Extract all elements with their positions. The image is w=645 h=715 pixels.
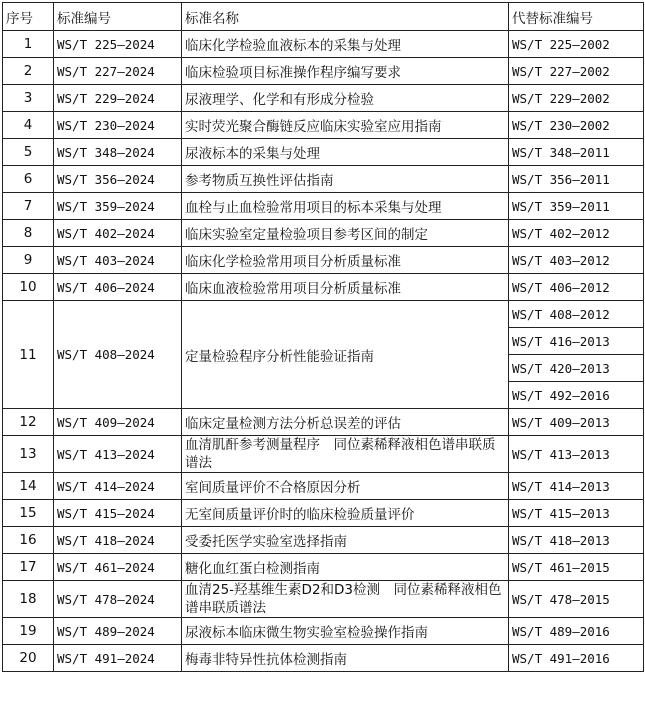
row-index: 3 xyxy=(3,85,54,112)
table-row xyxy=(3,554,644,581)
standard-name: 血清25-羟基维生素D2和D3检测 同位素稀释液相色谱串联质谱法 xyxy=(182,581,509,618)
table-row xyxy=(3,581,644,618)
replaced-code: WS/T 225—2002 xyxy=(509,31,644,58)
table-row xyxy=(3,500,644,527)
replaced-code: WS/T 402—2012 xyxy=(509,220,644,247)
replaced-code: WS/T 491—2016 xyxy=(509,645,644,672)
replaced-code: WS/T 348—2011 xyxy=(509,139,644,166)
standard-name: 临床化学检验常用项目分析质量标准 xyxy=(182,247,509,274)
table-row xyxy=(3,436,644,473)
standard-name: 临床化学检验血液标本的采集与处理 xyxy=(182,31,509,58)
standard-code: WS/T 478—2024 xyxy=(54,581,182,618)
table-row xyxy=(3,301,644,328)
row-index: 17 xyxy=(3,554,54,581)
replaced-code: WS/T 406—2012 xyxy=(509,274,644,301)
table-row xyxy=(3,527,644,554)
replaced-code: WS/T 356—2011 xyxy=(509,166,644,193)
standard-name: 尿液标本的采集与处理 xyxy=(182,139,509,166)
standard-code: WS/T 402—2024 xyxy=(54,220,182,247)
table-row xyxy=(3,247,644,274)
table-row xyxy=(3,274,644,301)
replaced-code: WS/T 408—2012 xyxy=(509,301,644,328)
standard-code: WS/T 491—2024 xyxy=(54,645,182,672)
standard-name: 糖化血红蛋白检测指南 xyxy=(182,554,509,581)
replaced-code: WS/T 420—2013 xyxy=(509,355,644,382)
row-index: 8 xyxy=(3,220,54,247)
table-row xyxy=(3,85,644,112)
row-index: 13 xyxy=(3,436,54,473)
standard-name: 血清肌酐参考测量程序 同位素稀释液相色谱串联质谱法 xyxy=(182,436,509,473)
replaced-code: WS/T 461—2015 xyxy=(509,554,644,581)
standard-code: WS/T 356—2024 xyxy=(54,166,182,193)
standards-table xyxy=(2,2,644,672)
standard-name: 临床实验室定量检验项目参考区间的制定 xyxy=(182,220,509,247)
replaced-code: WS/T 416—2013 xyxy=(509,328,644,355)
standard-name: 室间质量评价不合格原因分析 xyxy=(182,473,509,500)
header-row xyxy=(3,3,644,31)
table-body xyxy=(3,31,644,672)
standard-code: WS/T 489—2024 xyxy=(54,618,182,645)
row-index: 2 xyxy=(3,58,54,85)
row-index: 5 xyxy=(3,139,54,166)
standard-code: WS/T 227—2024 xyxy=(54,58,182,85)
replaced-code: WS/T 413—2013 xyxy=(509,436,644,473)
table-row xyxy=(3,193,644,220)
standard-name: 尿液理学、化学和有形成分检验 xyxy=(182,85,509,112)
standard-code: WS/T 348—2024 xyxy=(54,139,182,166)
row-index: 1 xyxy=(3,31,54,58)
replaced-code: WS/T 414—2013 xyxy=(509,473,644,500)
replaced-code: WS/T 227—2002 xyxy=(509,58,644,85)
standard-code: WS/T 406—2024 xyxy=(54,274,182,301)
standard-name: 实时荧光聚合酶链反应临床实验室应用指南 xyxy=(182,112,509,139)
row-index: 4 xyxy=(3,112,54,139)
standard-code: WS/T 403—2024 xyxy=(54,247,182,274)
replaced-code: WS/T 415—2013 xyxy=(509,500,644,527)
standard-code: WS/T 225—2024 xyxy=(54,31,182,58)
row-index: 16 xyxy=(3,527,54,554)
replaced-code: WS/T 359—2011 xyxy=(509,193,644,220)
standard-name: 临床检验项目标准操作程序编写要求 xyxy=(182,58,509,85)
standard-code: WS/T 418—2024 xyxy=(54,527,182,554)
table-row xyxy=(3,220,644,247)
standard-code: WS/T 408—2024 xyxy=(54,301,182,409)
standard-name: 梅毒非特异性抗体检测指南 xyxy=(182,645,509,672)
row-index: 18 xyxy=(3,581,54,618)
table-row xyxy=(3,645,644,672)
row-index: 14 xyxy=(3,473,54,500)
header-name: 标准名称 xyxy=(182,3,509,31)
replaced-code: WS/T 229—2002 xyxy=(509,85,644,112)
standard-code: WS/T 415—2024 xyxy=(54,500,182,527)
table-row xyxy=(3,139,644,166)
standard-name: 临床定量检测方法分析总误差的评估 xyxy=(182,409,509,436)
standard-name: 受委托医学实验室选择指南 xyxy=(182,527,509,554)
standard-code: WS/T 461—2024 xyxy=(54,554,182,581)
standard-name: 参考物质互换性评估指南 xyxy=(182,166,509,193)
standard-code: WS/T 229—2024 xyxy=(54,85,182,112)
table-row xyxy=(3,58,644,85)
table-row xyxy=(3,112,644,139)
row-index: 7 xyxy=(3,193,54,220)
replaced-code: WS/T 230—2002 xyxy=(509,112,644,139)
row-index: 6 xyxy=(3,166,54,193)
standard-code: WS/T 409—2024 xyxy=(54,409,182,436)
row-index: 11 xyxy=(3,301,54,409)
standard-code: WS/T 230—2024 xyxy=(54,112,182,139)
standard-name: 尿液标本临床微生物实验室检验操作指南 xyxy=(182,618,509,645)
table-row xyxy=(3,166,644,193)
header-code: 标准编号 xyxy=(54,3,182,31)
table-row xyxy=(3,31,644,58)
replaced-code: WS/T 478—2015 xyxy=(509,581,644,618)
row-index: 15 xyxy=(3,500,54,527)
table-row xyxy=(3,409,644,436)
header-index: 序号 xyxy=(3,3,54,31)
replaced-code: WS/T 492—2016 xyxy=(509,382,644,409)
header-replaces: 代替标准编号 xyxy=(509,3,644,31)
standard-name: 定量检验程序分析性能验证指南 xyxy=(182,301,509,409)
replaced-code: WS/T 489—2016 xyxy=(509,618,644,645)
row-index: 20 xyxy=(3,645,54,672)
standard-code: WS/T 414—2024 xyxy=(54,473,182,500)
replaced-code: WS/T 409—2013 xyxy=(509,409,644,436)
replaced-code: WS/T 418—2013 xyxy=(509,527,644,554)
row-index: 19 xyxy=(3,618,54,645)
replaced-code: WS/T 403—2012 xyxy=(509,247,644,274)
standard-name: 血栓与止血检验常用项目的标本采集与处理 xyxy=(182,193,509,220)
standard-name: 临床血液检验常用项目分析质量标准 xyxy=(182,274,509,301)
row-index: 9 xyxy=(3,247,54,274)
table-row xyxy=(3,473,644,500)
standard-name: 无室间质量评价时的临床检验质量评价 xyxy=(182,500,509,527)
standard-code: WS/T 359—2024 xyxy=(54,193,182,220)
standard-code: WS/T 413—2024 xyxy=(54,436,182,473)
row-index: 12 xyxy=(3,409,54,436)
row-index: 10 xyxy=(3,274,54,301)
table-row xyxy=(3,618,644,645)
